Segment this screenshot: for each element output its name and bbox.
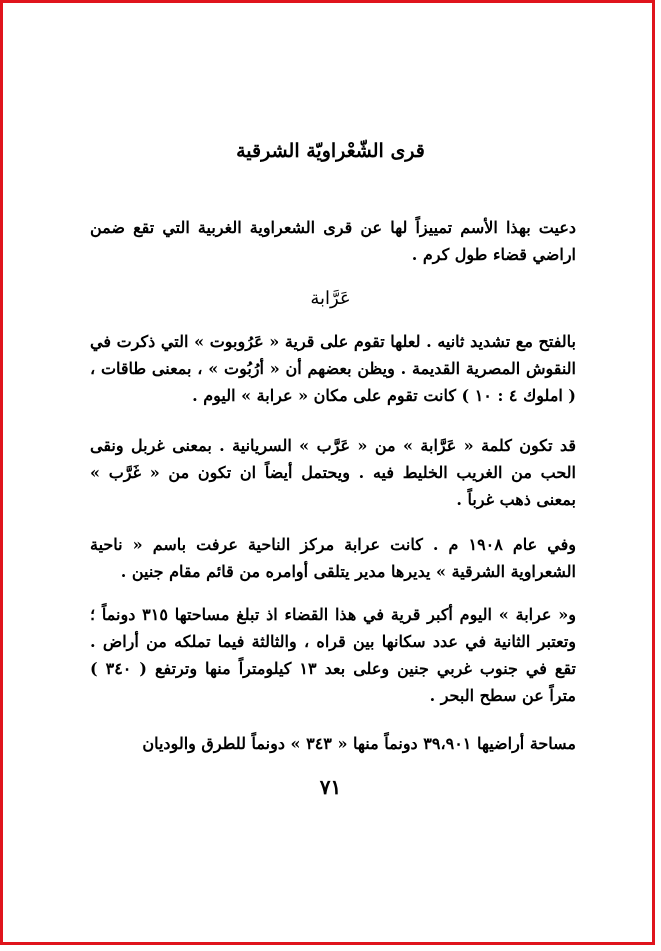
paragraph-4: و« عرابة » اليوم أكبر قرية في هذا القضاء اذ تبلغ مساحتها ٣١٥ دونماً ؛ وتعتبر الثانية في عدد سكانها بين قراه ، والثالثة فيما تملكه من أراض . تقع في جنوب غربي جنين وعلى بعد ١٣ كيلومتراً منها وترتفع ( ٣٤٠ ) متراً عن سطح البحر . <box>90 605 576 705</box>
paragraph-5: مساحة أراضيها ٣٩،٩٠١ دونماً منها « ٣٤٣ » دونماً للطرق والوديان <box>142 734 576 753</box>
section-heading: عَرَّابة <box>310 288 351 309</box>
page-title: قرى الشّعْراويّة الشرقية <box>236 140 425 162</box>
paragraph-2: قد تكون كلمة « عَرَّابة » من « عَرَّب » السريانية . بمعنى غربل ونقى الحب من الغريب الخليط فيه . ويحتمل أيضاً ان تكون من « غَرَّب » بمعنى ذهب غرباً . <box>90 436 576 509</box>
paragraph-3: وفي عام ١٩٠٨ م . كانت عرابة مركز الناحية عرفت باسم « ناحية الشعراوية الشرقية » يديرها مدير يتلقى أوامره من قائم مقام جنين . <box>90 535 576 581</box>
page-number: ٧١ <box>319 775 342 799</box>
intro-paragraph: دعيت بهذا الأسم تمييزاً لها عن قرى الشعراوية الغربية التي تقع ضمن اراضي قضاء طول كرم . <box>90 218 576 264</box>
paragraph-1: بالفتح مع تشديد ثانيه . لعلها تقوم على قرية « عَرُوبوت » التي ذكرت في النقوش المصرية القديمة . ويظن بعضهم أن « أرُبُوت » ، بمعنى طاقات ، ( املوك ٤ : ١٠ ) كانت تقوم على مكان « عرابة » اليوم . <box>90 332 576 405</box>
